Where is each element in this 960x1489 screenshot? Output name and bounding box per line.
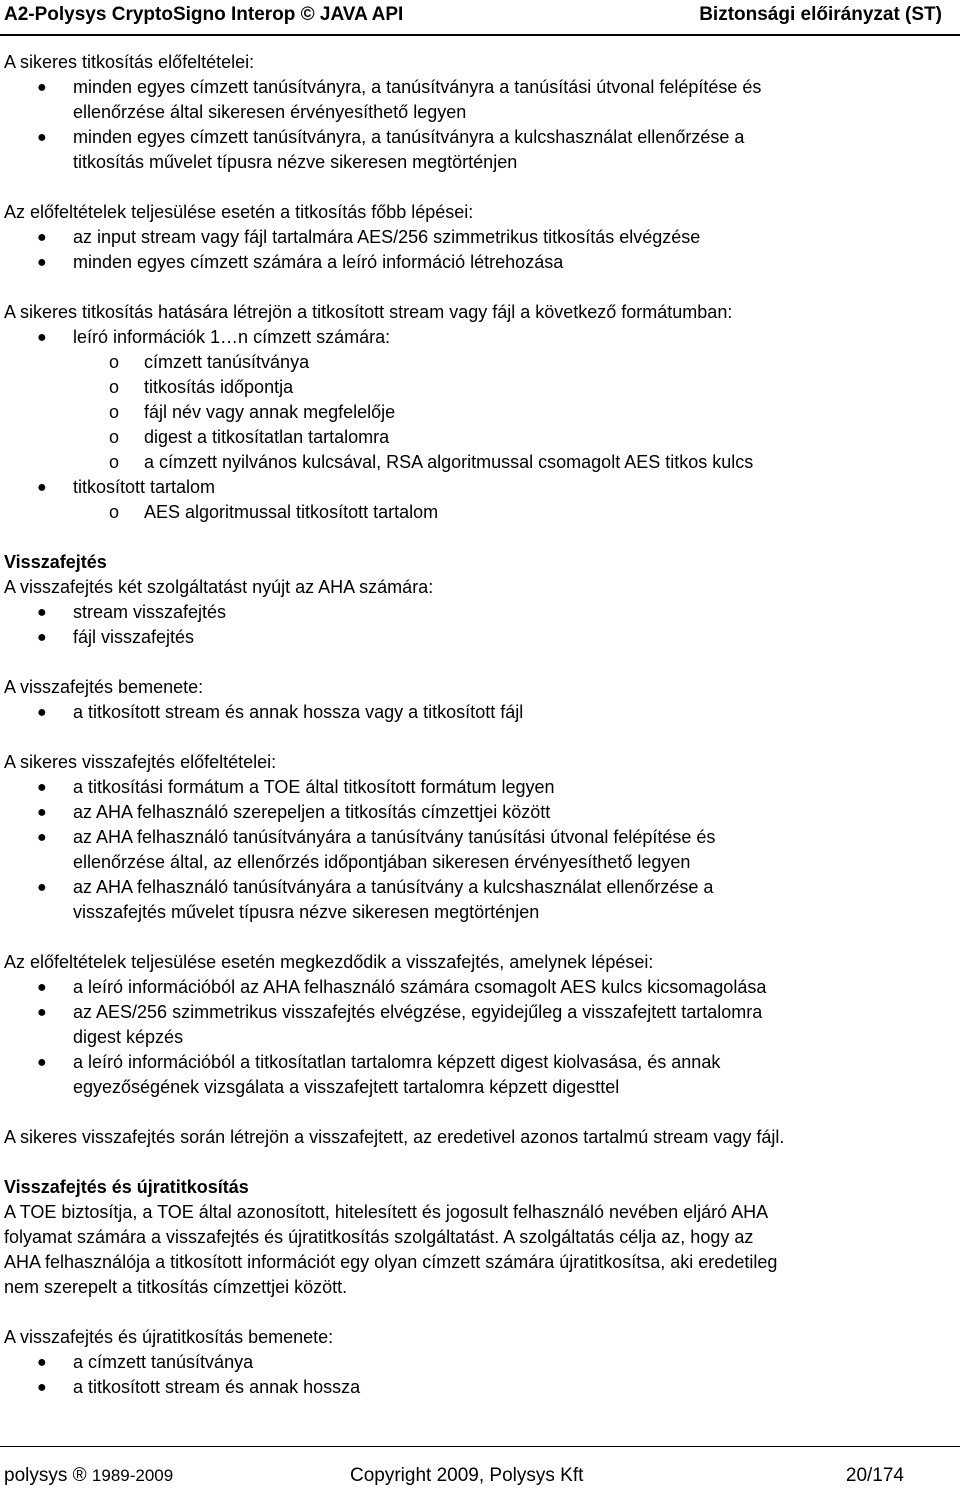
section-heading: Visszafejtés és újratitkosítás [4,1177,249,1197]
bullet-icon: ● [37,1004,47,1021]
bullet-item: ● a titkosítási formátum a TOE által titkosított formátum legyen [4,775,954,800]
bullet-icon: ● [37,829,47,846]
paragraph: A visszafejtés és újratitkosítás bemenete: [4,1327,334,1347]
paragraph: Az előfeltételek teljesülése esetén megkezdődik a visszafejtés, amelynek lépései: [4,952,654,972]
bullet-item: ● minden egyes címzett számára a leíró információ létrehozása [4,250,954,275]
bullet-icon: ● [37,79,47,96]
sub-bullet-item: o AES algoritmussal titkosított tartalom [4,500,954,525]
bullet-item: ● az AHA felhasználó tanúsítványára a tanúsítvány tanúsítási útvonal felépítése és ellenőrzése által, az ellenőrzés időpontjában sikeresen érvényesíthető legyen [37,827,716,872]
section-heading: Visszafejtés [4,552,107,572]
paragraph-line: nem szerepelt a titkosítás címzettjei között. [4,1277,348,1297]
bullet-icon: ● [37,129,47,146]
bullet-item: ● az AHA felhasználó szerepeljen a titkosítás címzettjei között [4,800,954,825]
paragraph-line: folyamat számára a visszafejtés és újratitkosítás szolgáltatást. A szolgáltatás célja az, hogy az [4,1227,754,1247]
bullet-icon: ● [37,979,47,996]
sub-bullet-icon: o [109,377,120,397]
bullet-item: ● az AHA felhasználó tanúsítványára a tanúsítvány a kulcshasználat ellenőrzése a visszafejtés művelet típusra nézve sikeresen megtörténjen [37,877,714,922]
page-number: 20/174 [845,1465,904,1486]
paragraph-line: AHA felhasználója a titkosított információt egy olyan címzett számára újratitkosítsa, aki eredetileg [4,1252,778,1272]
bullet-icon: ● [37,804,47,821]
bullet-icon: ● [37,329,47,346]
sub-bullet-item: o címzett tanúsítványa [4,350,954,375]
bullet-item: ● a titkosított stream és annak hossza vagy a titkosított fájl [4,700,954,725]
sub-bullet-item: o digest a titkosítatlan tartalomra [4,425,954,450]
sub-bullet-icon: o [109,427,120,447]
sub-bullet-icon: o [109,452,120,472]
bullet-item: ● stream visszafejtés [4,600,954,625]
header-section: Biztonsági előirányzat (ST) [699,4,942,25]
bullet-item: ● minden egyes címzett tanúsítványra, a tanúsítványra a tanúsítási útvonal felépítése és ellenőrzése által sikeresen érvényesíthető legyen [37,77,762,122]
bullet-item: ● a leíró információból a titkosítatlan tartalomra képzett digest kiolvasása, és annak egyezőségének vizsgálata a visszafejtett tartalomra képzett digesttel [37,1052,721,1097]
sub-bullet-item: o titkosítás időpontja [4,375,954,400]
page-footer [0,1446,960,1489]
paragraph: A sikeres titkosítás hatására létrejön a titkosított stream vagy fájl a következő formátumban: [4,302,733,322]
bullet-icon: ● [37,1379,47,1396]
paragraph-line: A TOE biztosítja, a TOE által azonosított, hitelesített és jogosult felhasználó nevében eljáró AHA [4,1202,769,1222]
bullet-item: ● titkosított tartalom [4,475,954,500]
document-body [4,50,954,1400]
bullet-icon: ● [37,254,47,271]
bullet-icon: ● [37,479,47,496]
sub-bullet-icon: o [109,502,120,522]
bullet-item: ● a titkosított stream és annak hossza [4,1375,954,1400]
bullet-item: ● a leíró információból az AHA felhasználó számára csomagolt AES kulcs kicsomagolása [4,975,954,1000]
bullet-icon: ● [37,604,47,621]
paragraph: Az előfeltételek teljesülése esetén a titkosítás főbb lépései: [4,202,474,222]
bullet-icon: ● [37,879,47,896]
sub-bullet-icon: o [109,352,120,372]
bullet-icon: ● [37,229,47,246]
bullet-icon: ● [37,704,47,721]
page-header [0,0,960,36]
paragraph: A visszafejtés bemenete: [4,677,204,697]
header-title: A2-Polysys CryptoSigno Interop © JAVA API [4,4,404,25]
paragraph: A sikeres visszafejtés előfeltételei: [4,752,277,772]
bullet-item: ● fájl visszafejtés [4,625,954,650]
bullet-icon: ● [37,629,47,646]
footer-brand: polysys ® 1989-2009 [4,1465,174,1486]
bullet-item: ● az AES/256 szimmetrikus visszafejtés elvégzése, egyidejűleg a visszafejtett tartalomra digest képzés [37,1002,763,1047]
paragraph: A sikeres titkosítás előfeltételei: [4,52,255,72]
sub-bullet-icon: o [109,402,120,422]
footer-copyright: Copyright 2009, Polysys Kft [350,1465,584,1486]
bullet-item: ● a címzett tanúsítványa [4,1350,954,1375]
bullet-item: ● leíró információk 1…n címzett számára: [4,325,954,350]
paragraph: A visszafejtés két szolgáltatást nyújt az AHA számára: [4,577,434,597]
paragraph: A sikeres visszafejtés során létrejön a visszafejtett, az eredetivel azonos tartalmú stream vagy fájl. [4,1127,785,1147]
bullet-item: ● az input stream vagy fájl tartalmára AES/256 szimmetrikus titkosítás elvégzése [4,225,954,250]
bullet-item: ● minden egyes címzett tanúsítványra, a tanúsítványra a kulcshasználat ellenőrzése a titkosítás művelet típusra nézve sikeresen megtörténjen [37,127,745,172]
bullet-icon: ● [37,1054,47,1071]
sub-bullet-item: o fájl név vagy annak megfelelője [4,400,954,425]
sub-bullet-item: o a címzett nyilvános kulcsával, RSA algoritmussal csomagolt AES titkos kulcs [4,450,954,475]
bullet-icon: ● [37,1354,47,1371]
bullet-icon: ● [37,779,47,796]
